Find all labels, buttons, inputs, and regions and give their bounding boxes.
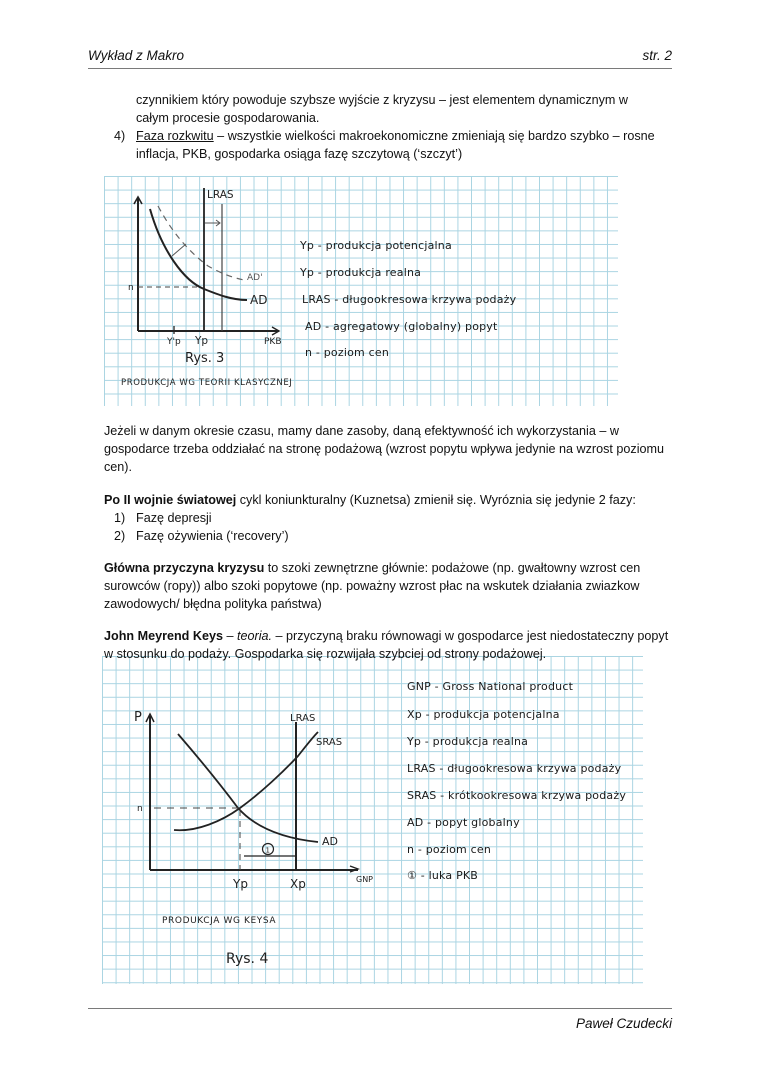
figure-3-legend-item: Yp - produkcja realna: [300, 266, 422, 279]
page-footer: [88, 1008, 672, 1031]
bold-term: Główna przyczyna kryzysu: [104, 561, 265, 575]
figure-4-caption: Rys. 4: [226, 951, 269, 967]
label-yp: Yp: [195, 335, 209, 347]
figure-3-legend-item: Yp - produkcja potencjalna: [300, 239, 452, 252]
label-n: n: [137, 804, 143, 814]
paragraph-supply-side: [104, 422, 674, 476]
paragraph-text: – przyczyną braku równowagi w gospodarce jest niedostateczny popyt: [272, 629, 669, 643]
label-lras: LRAS: [290, 713, 316, 724]
paragraph-text: cykl koniunkturalny (Kuznetsa) zmienił się. Wyróznia się jedynie 2 fazy:: [236, 493, 636, 507]
figure-3-legend-item: AD - agregatowy (globalny) popyt: [305, 320, 498, 333]
figure-3-legend-item: LRAS - długookresowa krzywa podaży: [302, 293, 517, 306]
list-number: 1): [114, 511, 126, 525]
figure-4-legend-item: LRAS - długookresowa krzywa podaży: [407, 762, 622, 775]
ad-prime-curve: [158, 206, 244, 280]
author-name: Paweł Czudecki: [575, 1016, 672, 1031]
list-item-2: [104, 527, 674, 545]
italic-term: teoria.: [237, 629, 273, 643]
label-yp-prime: Y'p: [167, 337, 181, 347]
list-item-4: [104, 127, 674, 145]
figure-4-subtitle: PRODUKCJA WG KEYSA: [162, 916, 277, 926]
page-header: [88, 46, 672, 69]
item-4-text: – wszystkie wielkości makroekonomiczne zmieniają się bardzo szybko – rosne: [213, 129, 655, 143]
figure-4-legend-item: Yp - produkcja realna: [407, 735, 529, 748]
dash: –: [222, 629, 237, 643]
figure-3-caption: Rys. 3: [185, 351, 225, 366]
figure-4-legend-item: AD - popyt globalny: [407, 816, 520, 829]
figure-4-legend-item: n - poziom cen: [407, 843, 492, 856]
figure-4-legend-item: Xp - produkcja potencjalna: [407, 708, 560, 721]
continuation-line-1: czynnikiem który powoduje szybsze wyjście z kryzysu – jest elementem dynamicznym w: [136, 93, 629, 107]
paragraph-line: surowców (ropy)) albo szoki popytowe (np. poważny wzrost płac na wskutek działania zwiazkow: [104, 579, 640, 593]
label-lras: LRAS: [207, 189, 234, 201]
figure-4-legend-item: GNP - Gross National product: [407, 680, 574, 693]
paragraph-line: gospodarce trzeba oddziałać na stronę podażową (wzrost popytu wpływa jedynie na wzrost poziomu: [104, 442, 665, 456]
document-title: Wykład z Makro: [88, 48, 185, 63]
label-ad-prime: AD': [247, 273, 263, 283]
label-p: P: [134, 710, 142, 725]
label-yp: Yp: [233, 877, 248, 891]
figure-3-diagram: [104, 176, 618, 406]
label-x-axis-pkb: PKB: [264, 337, 282, 347]
paragraph-line: [104, 491, 674, 509]
figure-3-legend-item: n - poziom cen: [305, 346, 390, 359]
paragraph-line: w stosunku do podaży. Gospodarka się rozwijała szybciej od strony podażowej.: [104, 647, 547, 661]
label-x-axis-gnp: GNP: [356, 875, 374, 884]
figure-4-legend-item: SRAS - krótkookresowa krzywa podaży: [407, 789, 627, 802]
label-ad: AD: [322, 835, 338, 848]
label-sras: SRAS: [316, 737, 343, 748]
paragraph-line: zawodowych/ błędna polityka państwa): [104, 597, 322, 611]
list-number: 4): [114, 129, 126, 143]
list-item-1: [104, 509, 674, 527]
bold-term: Po II wojnie światowej: [104, 493, 237, 507]
figure-4-diagram: [102, 656, 643, 984]
intro-section: [104, 91, 674, 163]
ad-shift-arrow: [172, 244, 186, 256]
label-ad: AD: [250, 293, 268, 307]
figure-3-graph-paper: [104, 176, 618, 406]
list-number: 2): [114, 529, 126, 543]
item-4-text-line-2: inflacja, PKB, gospodarka osiąga fazę szczytową (‘szczyt’): [136, 147, 463, 161]
label-n: n: [128, 283, 134, 293]
list-text: Fazę depresji: [136, 511, 212, 525]
page-number: str. 2: [642, 48, 672, 63]
figure-4-legend-item: ① - luka PKB: [407, 869, 479, 882]
term-faza-rozkwitu: Faza rozkwitu: [136, 129, 214, 143]
paragraph-text: to szoki zewnętrzne głównie: podażowe (np. gwałtowny wzrost cen: [264, 561, 641, 575]
paragraph-line: Jeżeli w danym okresie czasu, mamy dane zasoby, daną efektywność ich wykorzystania – w: [104, 424, 619, 438]
paragraph-post-war-cycle: [104, 491, 674, 545]
paragraph-line: [104, 627, 674, 645]
gdp-gap-marker-label: 1: [265, 846, 270, 855]
ad-curve: [150, 209, 247, 300]
label-xp: Xp: [290, 877, 306, 891]
figure-4-graph-paper: [102, 656, 643, 984]
continuation-line-2: całym procesie gospodarowania.: [136, 111, 320, 125]
paragraph-keynes-theory: [104, 627, 674, 663]
paragraph-line: cen).: [104, 460, 132, 474]
list-text: Fazę ożywienia (‘recovery’): [136, 529, 289, 543]
bold-term: John Meyrend Keys: [104, 629, 223, 643]
paragraph-crisis-cause: [104, 559, 674, 613]
figure-3-subtitle: PRODUKCJA WG TEORII KLASYCZNEJ: [121, 378, 293, 388]
paragraph-line: [104, 559, 674, 577]
